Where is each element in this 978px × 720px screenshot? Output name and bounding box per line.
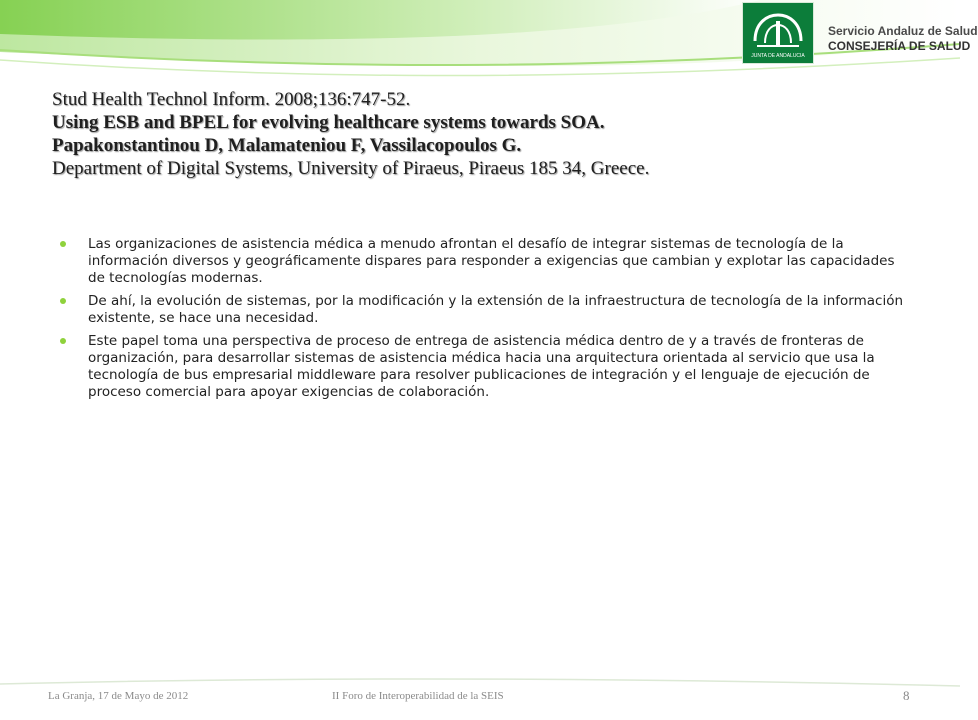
title-affiliation: Department of Digital Systems, University of Piraeus, Piraeus 185 34, Greece. bbox=[52, 158, 650, 179]
logo-line-1: Servicio Andaluz de Salud bbox=[828, 24, 978, 38]
title-article: Using ESB and BPEL for evolving healthcare systems towards SOA. bbox=[52, 112, 605, 133]
page-number: 8 bbox=[903, 688, 910, 703]
bullet-item bbox=[60, 236, 910, 287]
title-citation: Stud Health Technol Inform. 2008;136:747-52. bbox=[52, 89, 411, 110]
junta-andalucia-emblem bbox=[742, 2, 814, 64]
slide-title bbox=[52, 88, 932, 180]
bullet-text: Las organizaciones de asistencia médica a menudo afrontan el desafío de integrar sistemas de tecnología de la información diversos y geográficamente dispares para responder a exigencias que cambian y explotar las capacidades de tecnologías modernas. bbox=[88, 236, 895, 286]
bullet-dot-icon bbox=[60, 298, 66, 304]
bullet-item bbox=[60, 333, 910, 401]
bullet-dot-icon bbox=[60, 338, 66, 344]
emblem-icon bbox=[743, 3, 813, 63]
bullet-dot-icon bbox=[60, 241, 66, 247]
sas-logo bbox=[742, 2, 978, 64]
bullet-item bbox=[60, 293, 910, 327]
logo-line-2: CONSEJERÍA DE SALUD bbox=[828, 39, 971, 53]
bullet-text: De ahí, la evolución de sistemas, por la modificación y la extensión de la infraestructura de tecnología de la información existente, se hace una necesidad. bbox=[88, 293, 904, 326]
footer-date: La Granja, 17 de Mayo de 2012 bbox=[48, 690, 189, 702]
bullet-text: Este papel toma una perspectiva de proceso de entrega de asistencia médica dentro de y a través de fronteras de organización, para desarrollar sistemas de asistencia médica hacia una arquitectura orientada al servicio que usa la tecnología de bus empresarial middleware para resolver publicaciones de integración y el lenguaje de ejecución de proceso comercial para apoyar exigencias de colaboración. bbox=[88, 333, 875, 400]
title-authors: Papakonstantinou D, Malamateniou F, Vassilacopoulos G. bbox=[52, 135, 522, 156]
footer-forum-name: II Foro de Interoperabilidad de la SEIS bbox=[332, 690, 504, 702]
bullet-list bbox=[60, 236, 910, 407]
svg-text:JUNTA DE ANDALUCIA: JUNTA DE ANDALUCIA bbox=[751, 53, 805, 59]
